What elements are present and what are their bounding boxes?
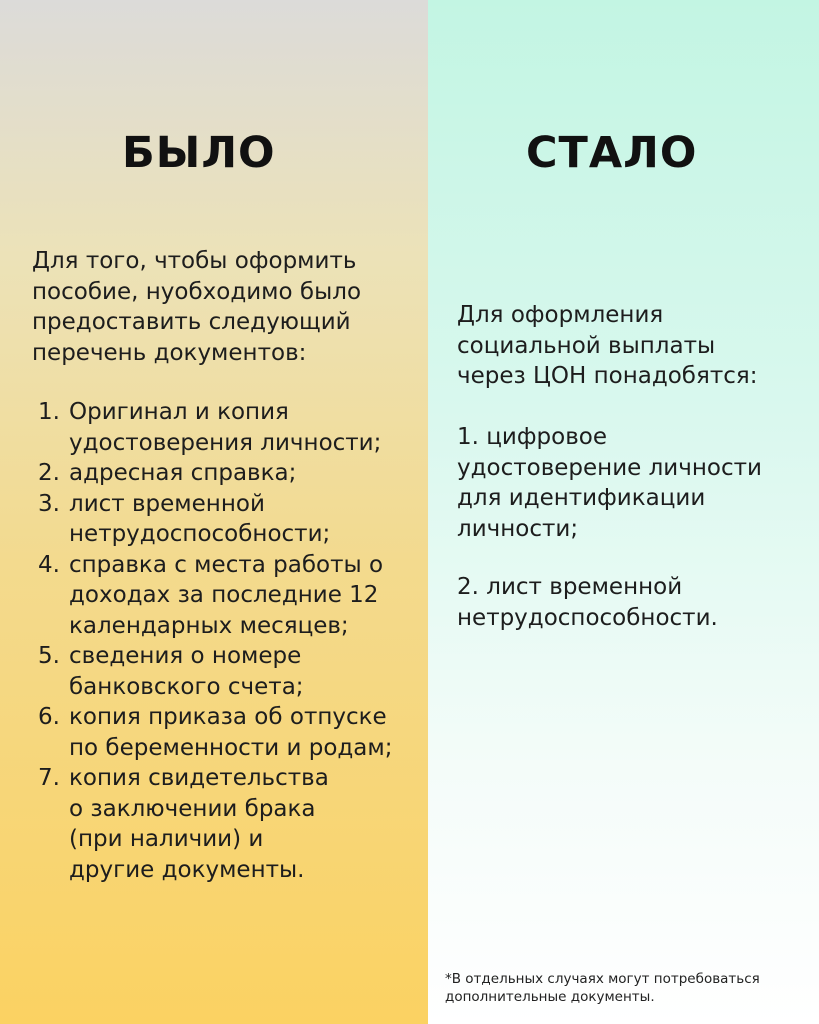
after-intro-line: Для оформления [457, 302, 664, 328]
list-item-number: 6. [38, 704, 60, 730]
list-item-number: 4. [38, 551, 60, 578]
list-item-line: (при наличии) и [69, 826, 264, 852]
list-item-text [69, 550, 383, 642]
list-item-line: по беременности и родам; [69, 734, 393, 761]
list-item [38, 702, 392, 763]
after-item-line: 1. цифровое [457, 424, 607, 450]
list-item-line: Оригинал и копия [69, 399, 289, 425]
list-item-number: 1. [38, 399, 60, 425]
list-item-line: сведения о номере [69, 643, 302, 669]
list-item [38, 489, 392, 550]
list-item-number: 3. [38, 490, 60, 517]
list-item-number: 5. [38, 643, 60, 669]
footnote-line: *В отдельных случаях могут потребоваться [445, 971, 760, 987]
list-item-line: банковского счета; [69, 673, 304, 700]
before-title: БЫЛО [122, 128, 276, 178]
after-column [428, 0, 819, 1024]
list-item-line: удостоверения личности; [69, 429, 382, 456]
list-item-text [69, 702, 392, 763]
after-item-sick-leave [457, 572, 718, 633]
list-item-text [69, 458, 296, 489]
after-item-line: удостоверение личности [457, 454, 762, 481]
list-item-line: справка с места работы о [69, 551, 384, 578]
footnote-line: дополнительные документы. [445, 989, 655, 1005]
after-item-digital-id [457, 422, 762, 544]
after-item-line: нетрудоспособности. [457, 604, 718, 631]
list-item-line: копия приказа об отпуске [69, 704, 387, 730]
after-item-line: для идентификации [457, 485, 706, 511]
list-item-text [69, 397, 381, 458]
list-item-line: доходах за последние 12 [69, 582, 379, 608]
after-title: СТАЛО [526, 128, 698, 178]
list-item [38, 641, 392, 702]
after-item-line: личности; [457, 515, 579, 542]
footnote [445, 970, 760, 1006]
list-item-text [69, 641, 304, 702]
list-item-text [69, 489, 330, 550]
after-item-line: 2. лист временной [457, 574, 683, 600]
list-item-line: о заключении брака [69, 795, 316, 822]
after-intro-line: социальной выплаты [457, 332, 716, 359]
list-item-line: другие документы. [69, 856, 305, 883]
list-item [38, 763, 392, 885]
before-intro-line: предоставить следующий [32, 309, 351, 335]
after-intro [457, 300, 757, 392]
before-intro-line: перечень документов: [32, 339, 307, 366]
list-item-line: нетрудоспособности; [69, 521, 331, 547]
list-item-number: 7. [38, 765, 60, 791]
after-intro-line: через ЦОН понадобятся: [457, 363, 758, 389]
before-intro-line: пособие, нуобходимо было [32, 278, 362, 305]
list-item-line: лист временной [69, 490, 265, 517]
list-item-line: календарных месяцев; [69, 612, 349, 639]
list-item [38, 397, 392, 458]
list-item-line: адресная справка; [69, 460, 297, 486]
list-item [38, 550, 392, 642]
before-intro-line: Для того, чтобы оформить [32, 248, 357, 274]
list-item-line: копия свидетельства [69, 765, 329, 791]
list-item-text [69, 763, 329, 885]
list-item-number: 2. [38, 460, 60, 486]
list-item [38, 458, 392, 489]
before-document-list [38, 397, 392, 885]
before-intro [32, 246, 361, 368]
